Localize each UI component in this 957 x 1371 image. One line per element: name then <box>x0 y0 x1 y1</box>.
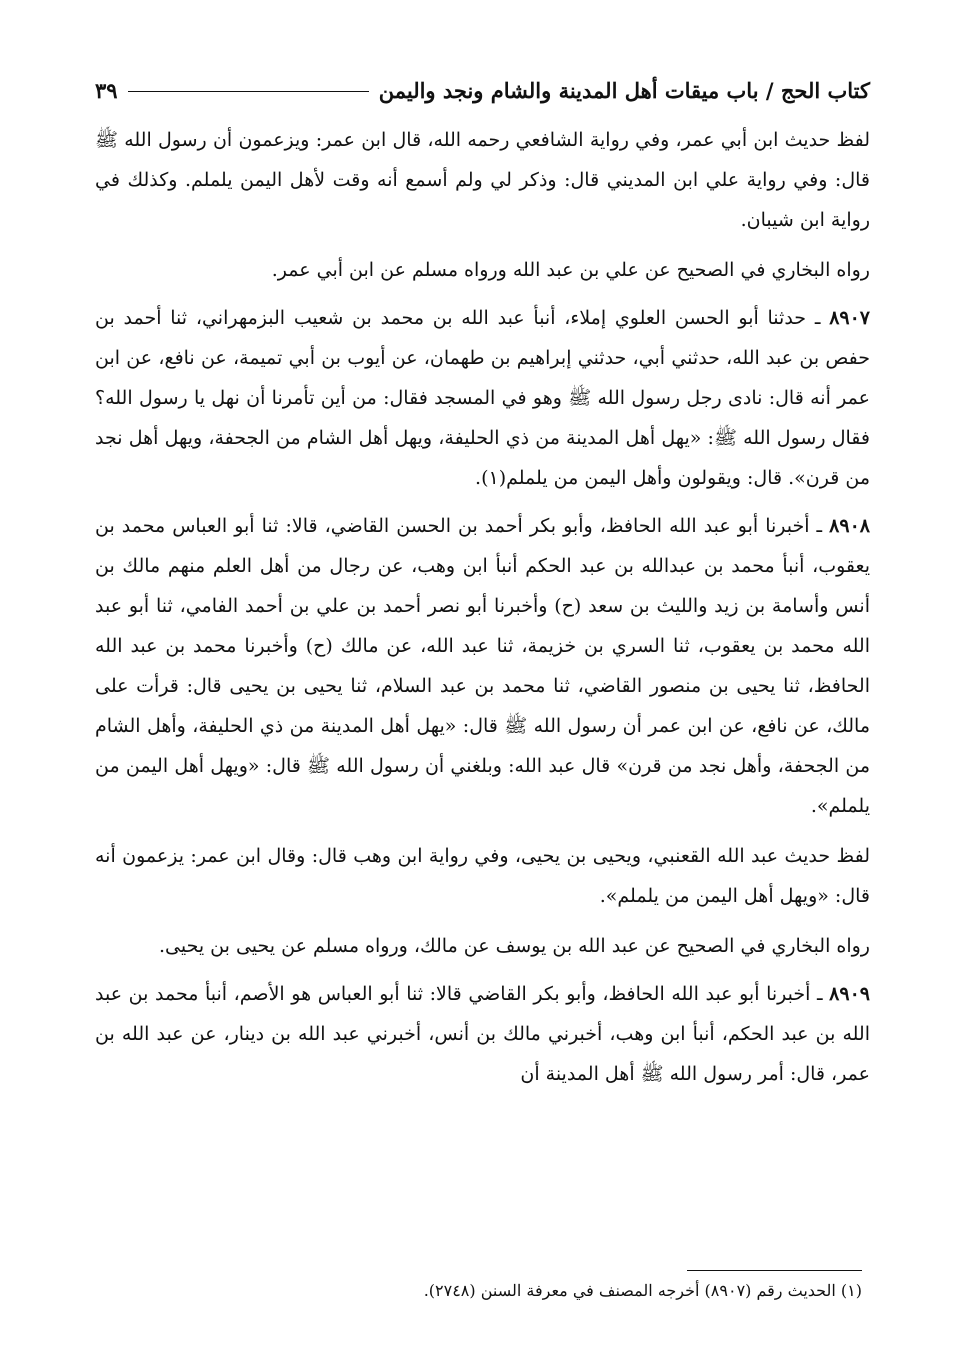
paragraph-text: رواه البخاري في الصحيح عن عبد الله بن يوسف عن مالك، ورواه مسلم عن يحيى بن يحيى. <box>158 935 870 957</box>
hadith-entry <box>95 506 870 826</box>
paragraph-text: رواه البخاري في الصحيح عن علي بن عبد الله ورواه مسلم عن ابن أبي عمر. <box>271 259 870 281</box>
body-text <box>95 120 870 1094</box>
footnote-rule <box>687 1270 862 1271</box>
hadith-entry <box>95 974 870 1094</box>
dash-separator: ـ <box>806 307 821 329</box>
hadith-number: ٨٩٠٧ <box>829 307 871 329</box>
hadith-number: ٨٩٠٨ <box>829 515 870 537</box>
page-number: ٣٩ <box>95 78 118 103</box>
hadith-text: أخبرنا أبو عبد الله الحافظ، وأبو بكر أحمد بن الحسن القاضي، قالا: ثنا أبو العباس محمد بن يعقوب، أنبأ محمد بن عبدالله بن عبد الحكم أنبأ ابن وهب، عن رجال من أهل العلم منهم مالك بن أنس وأسامة بن زيد والليث بن سعد (ح) وأخبرنا أبو نصر أحمد بن علي بن أحمد الفامي، ثنا أبو عبد الله محمد بن يعقوب، ثنا السري بن خزيمة، ثنا عبد الله، عن مالك (ح) وأخبرنا محمد بن عبد الله الحافظ، ثنا يحيى بن منصور القاضي، ثنا محمد بن عبد السلام، ثنا يحيى بن يحيى قال: قرأت على مالك، عن نافع، عن ابن عمر أن رسول الله ﷺ قال: «يهل أهل المدينة من ذي الحليفة، وأهل الشام من الجحفة، وأهل نجد من قرن» قال عبد الله: وبلغني أن رسول الله ﷺ قال: «ويهل أهل اليمن من يلملم». <box>95 515 870 817</box>
paragraph <box>95 120 870 240</box>
header-rule <box>128 91 369 92</box>
hadith-number: ٨٩٠٩ <box>829 983 870 1005</box>
header-title: كتاب الحج / باب ميقات أهل المدينة والشام ونجد واليمن <box>378 78 870 103</box>
dash-separator: ـ <box>810 983 823 1005</box>
footnote: (١) الحديث رقم (٨٩٠٧) أخرجه المصنف في معرفة السنن (٢٧٤٨). <box>423 1281 862 1300</box>
running-header <box>95 78 870 120</box>
hadith-entry <box>95 298 870 498</box>
dash-separator: ـ <box>809 515 823 537</box>
paragraph-text: لفظ حديث عبد الله القعنبي، ويحيى بن يحيى، وفي رواية ابن وهب قال: وقال ابن عمر: يزعمون أنه قال: «ويهل أهل اليمن من يلملم». <box>95 845 870 907</box>
paragraph <box>95 250 870 290</box>
page <box>95 78 870 1094</box>
hadith-text: أخبرنا أبو عبد الله الحافظ، وأبو بكر القاضي قالا: ثنا أبو العباس هو الأصم، أنبأ محمد بن عبد الله بن عبد الحكم، أنبأ ابن وهب، أخبرني مالك بن أنس، أخبرني عبد الله بن دينار، عن عبد الله بن عمر، قال: أمر رسول الله ﷺ أهل المدينة أن <box>95 983 870 1085</box>
paragraph <box>95 926 870 966</box>
hadith-text: حدثنا أبو الحسن العلوي إملاء، أنبأ عبد الله بن محمد بن شعيب البزمهراني، ثنا أحمد بن حفص بن عبد الله، حدثني أبي، حدثني إبراهيم بن طهمان، عن أيوب بن أبي تميمة، عن نافع، عن ابن عمر أنه قال: نادى رجل رسول الله ﷺ وهو في المسجد فقال: من أين تأمرنا أن نهل يا رسول الله؟ فقال رسول الله ﷺ: «يهل أهل المدينة من ذي الحليفة، ويهل أهل الشام من الجحفة، ويهل أهل نجد من قرن». قال: ويقولون وأهل اليمن من يلملم(١). <box>95 307 870 489</box>
paragraph-text: لفظ حديث ابن أبي عمر، وفي رواية الشافعي رحمه الله، قال ابن عمر: ويزعمون أن رسول الله ﷺ قال: وفي رواية علي ابن المديني قال: وذكر لي ولم أسمع أنه وقت لأهل اليمن يلملم. وكذلك في رواية ابن شيبان. <box>95 129 870 231</box>
paragraph <box>95 836 870 916</box>
